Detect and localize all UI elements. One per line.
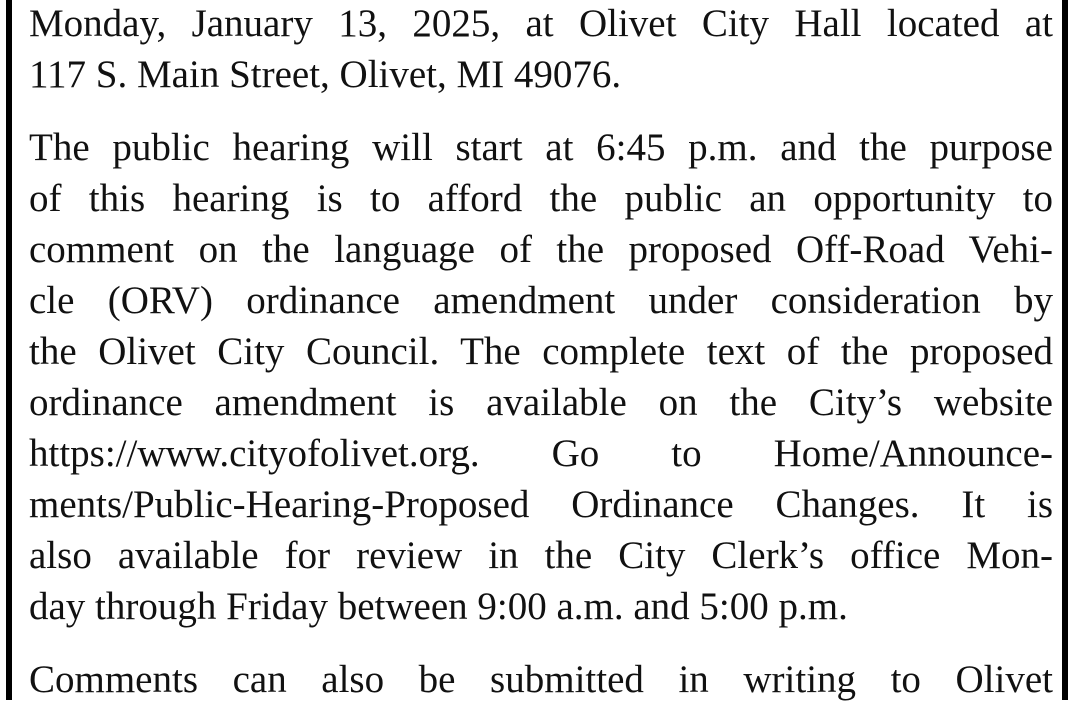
text-line: ments/Public-Hearing-Proposed Ordinance Changes. It is: [29, 483, 1053, 526]
website-link-text: https://www.cityofolivet.org. Go to Home/Announce-: [29, 432, 1053, 475]
text-line: The public hearing will start at 6:45 p.m. and the purpose: [29, 126, 1053, 169]
text-line: 117 S. Main Street, Olivet, MI 49076.: [29, 53, 622, 96]
text-line: ordinance amendment is available on the City’s website: [29, 381, 1053, 424]
text-line: Comments can also be submitted in writing to Olivet: [29, 658, 1053, 701]
text-line: day through Friday between 9:00 a.m. and 5:00 p.m.: [29, 585, 848, 628]
text-line: cle (ORV) ordinance amendment under consideration by: [29, 279, 1053, 322]
public-hearing-notice: [29, 0, 1053, 705]
text-line: also available for review in the City Clerk’s office Mon-: [29, 534, 1053, 577]
text-line: the Olivet City Council. The complete text of the proposed: [29, 330, 1053, 373]
notice-paragraph-comments: [29, 654, 1053, 705]
text-line: of this hearing is to afford the public an opportunity to: [29, 177, 1053, 220]
notice-paragraph-hearing-purpose: [29, 122, 1053, 632]
text-line: Monday, January 13, 2025, at Olivet City Hall located at: [29, 2, 1053, 45]
text-line: comment on the language of the proposed Off-Road Vehi-: [29, 228, 1053, 271]
notice-paragraph-meeting-info: [29, 0, 1053, 100]
